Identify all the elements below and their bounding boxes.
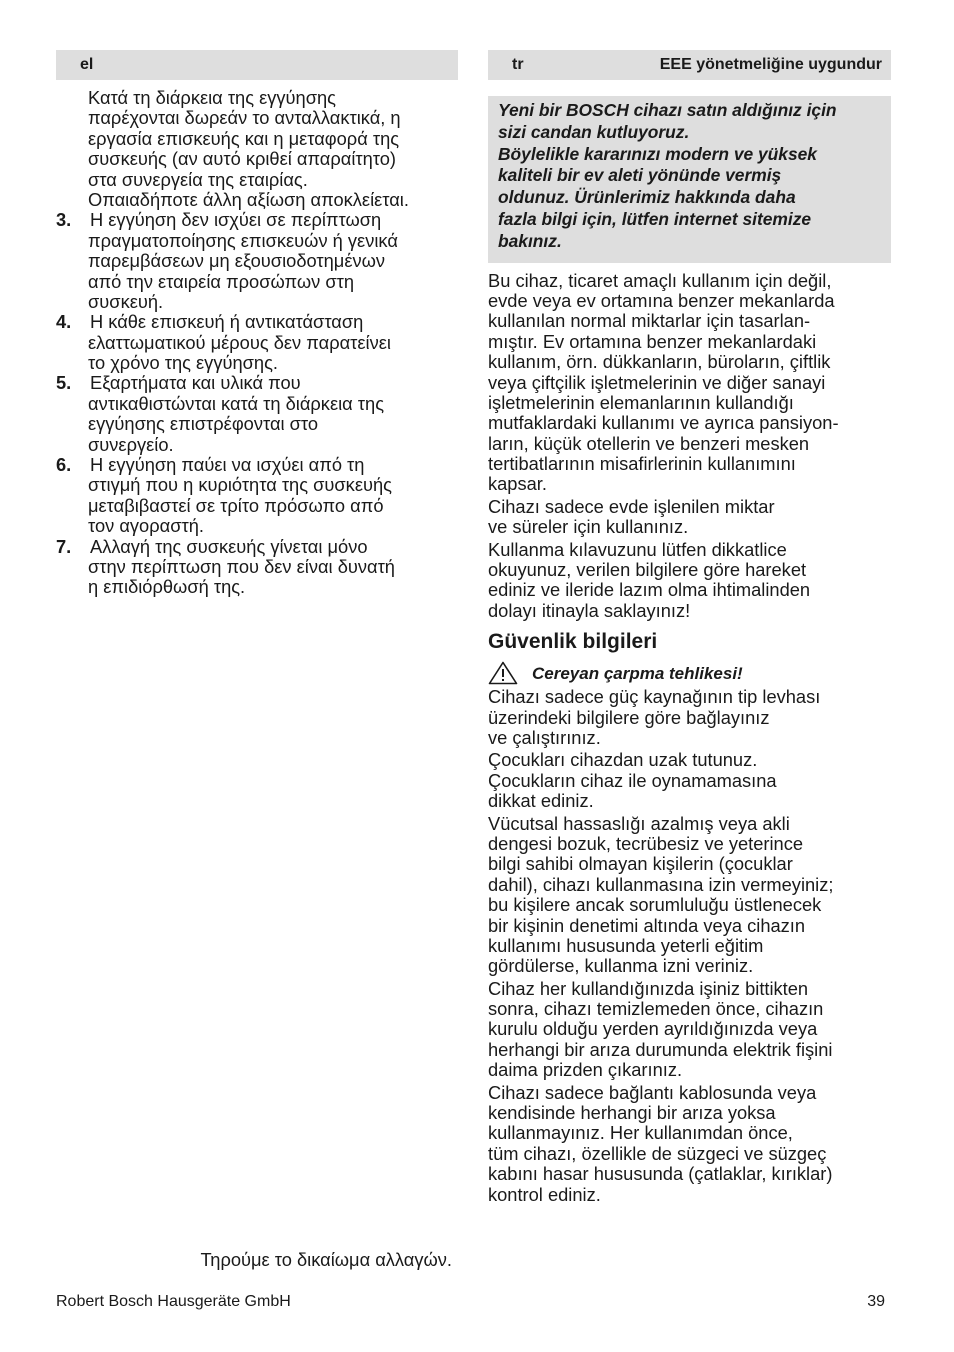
text-line: ların, küçük otellerin ve benzeri mesken	[488, 432, 810, 454]
text-line: το χρόνο της εγγύησης.	[88, 352, 278, 374]
text-line: παρέχονται δωρεάν το ανταλλακτικά, η	[88, 107, 401, 129]
text-line: gördülerse, kullanma izni veriniz.	[488, 955, 754, 977]
text-line: üzerindeki bilgilere göre bağlayınız	[488, 706, 770, 728]
list-item	[56, 537, 458, 598]
paragraph	[488, 497, 891, 538]
warranty-text	[56, 88, 458, 598]
list-item	[56, 312, 458, 373]
text-line: ve süreler için kullanınız.	[488, 516, 689, 538]
text-line: πραγματοποίησης επισκευών ή γενικά	[88, 229, 398, 251]
text-line: kaliteli bir ev aleti yönünde vermiş	[498, 165, 782, 186]
safety-text	[488, 687, 891, 1205]
text-line: herhangi bir arıza durumunda elektrik fişini	[488, 1038, 833, 1060]
item-number: 6.	[56, 454, 72, 476]
section-heading: Güvenlik bilgileri	[488, 630, 658, 654]
text-line: Η κάθε επισκευή ή αντικατάσταση	[90, 311, 364, 333]
text-line: evde veya ev ortamına benzer mekanlarda	[488, 289, 835, 311]
text-line: μεταβιβαστεί σε τρίτο πρόσωπο από	[88, 494, 384, 516]
list-item	[56, 210, 458, 312]
text-line: Bu cihaz, ticaret amaçlı kullanım için değil,	[488, 269, 832, 291]
text-line: kullanım, örn. dükkanların, büroların, çiftlik	[488, 351, 831, 373]
language-code: tr	[512, 56, 524, 73]
text-line: kurulu olduğu yerden ayrıldığınızda veya	[488, 1018, 818, 1040]
text-line: Kullanma kılavuzunu lütfen dikkatlice	[488, 538, 787, 560]
text-line: Cihazı sadece evde işlenilen miktar	[488, 495, 775, 517]
text-line: dahil), cihazı kullanmasına izin vermeyiniz;	[488, 873, 834, 895]
text-line: στα συνεργεία της εταιρίας.	[88, 168, 308, 190]
text-line: kontrol ediniz.	[488, 1183, 601, 1205]
text-line: στιγμή που η κυριότητα της συσκευής	[88, 474, 392, 496]
text-line: dengesi bozuk, tecrübesiz ve yeterince	[488, 832, 804, 854]
text-line: tertibatlarının misafirlerinin kullanımını	[488, 453, 796, 475]
paragraph	[488, 271, 891, 495]
text-line: oldunuz. Ürünlerimiz hakkında daha	[498, 187, 796, 208]
text-line: mutfaklardaki kullanımı ve ayrıca pansiyon-	[488, 412, 839, 434]
text-line: Yeni bir BOSCH cihazı satın aldığınız için	[498, 100, 837, 120]
warning-label: Cereyan çarpma tehlikesi!	[532, 664, 743, 684]
paragraph	[488, 1083, 891, 1205]
text-line: Η εγγύηση παύει να ισχύει από τη	[90, 454, 365, 476]
paragraph	[488, 750, 891, 811]
paragraph	[488, 814, 891, 977]
text-line: η επιδιόρθωσή της.	[88, 576, 246, 598]
text-line: συνεργείο.	[88, 433, 174, 455]
text-line: Εξαρτήματα και υλικά που	[90, 372, 301, 394]
paragraph	[488, 687, 891, 748]
text-line: sonra, cihazı temizlemeden önce, cihazın	[488, 998, 824, 1020]
text-line: ediniz ve ileride lazım olma ihtimalinden	[488, 579, 811, 601]
text-line: Cihazı sadece bağlantı kablosunda veya	[488, 1081, 817, 1103]
text-line: kapsar.	[488, 473, 547, 495]
warranty-list	[56, 210, 458, 597]
text-line: εγγύησης επιστρέφονται στο	[88, 413, 319, 435]
page-number: 39	[867, 1293, 885, 1310]
text-line: fazla bilgi için, lütfen internet sitemize	[498, 208, 812, 229]
text-line: Η εγγύηση δεν ισχύει σε περίπτωση	[90, 209, 382, 231]
text-line: kendisinde herhangi bir arıza yoksa	[488, 1102, 776, 1124]
text-line: συσκευής (αν αυτό κριθεί απαραίτητο)	[88, 148, 397, 170]
text-line: Çocukların cihaz ile oynamamasına	[488, 769, 777, 791]
item-number: 7.	[56, 535, 72, 557]
text-line: okuyunuz, verilen bilgilere göre hareket	[488, 559, 807, 581]
text-line: ελαττωματικού μέρους δεν παρατείνει	[88, 331, 391, 353]
text-line: αντικαθιστώνται κατά τη διάρκεια της	[88, 392, 385, 414]
text-line: bu kişilere ancak sorumluluğu üstlenecek	[488, 894, 822, 916]
warning-triangle-icon	[488, 661, 518, 685]
text-line: bakınız.	[498, 230, 562, 251]
text-line: tüm cihazı, özellikle de süzgeci ve süzgeç	[488, 1142, 827, 1164]
usage-text	[488, 271, 891, 622]
text-line: dikkat ediniz.	[488, 790, 594, 812]
text-line: Οπαιαδήποτε άλλη αξίωση αποκλείεται.	[88, 188, 409, 210]
text-line: bilgi sahibi olmayan kişilerin (çocuklar	[488, 853, 793, 875]
text-line: τον αγοραστή.	[88, 515, 204, 537]
paragraph	[488, 540, 891, 622]
warranty-lead	[56, 88, 458, 210]
text-line: Cihazı sadece güç kaynağının tip levhası	[488, 686, 821, 708]
text-line: Vücutsal hassaslığı azalmış veya akli	[488, 812, 790, 834]
text-line: ve çalıştırınız.	[488, 727, 601, 748]
item-number: 3.	[56, 209, 72, 231]
header-title: EEE yönetmeliğine uygundur	[659, 56, 882, 73]
text-line: işletmelerinin elemanlarının kullandığı	[488, 391, 794, 413]
text-line: Αλλαγή της συσκευής γίνεται μόνο	[90, 535, 368, 557]
text-line: kullanımı hususunda yeterli eğitim	[488, 934, 764, 956]
text-line: kullanmayınız. Her kullanımdan önce,	[488, 1122, 793, 1144]
text-line: Böylelikle kararınızı modern ve yüksek	[498, 143, 817, 164]
text-line: sizi candan kutluyoruz.	[498, 121, 690, 142]
text-line: veya çiftçilik işletmelerinin ve diğer sanayi	[488, 371, 826, 393]
text-line: συσκευή.	[88, 290, 164, 312]
list-item	[56, 373, 458, 455]
text-line: Κατά τη διάρκεια της εγγύησης	[88, 87, 336, 108]
warning-line	[488, 661, 891, 687]
text-line: από την εταιρεία προσώπων στη	[88, 270, 355, 292]
footer-company: Robert Bosch Hausgeräte GmbH	[56, 1293, 291, 1310]
reserved-changes-note: Τηρούμε το δικαίωμα αλλαγών.	[200, 1249, 452, 1270]
list-item	[56, 455, 458, 537]
text-line: Çocukları cihazdan uzak tutunuz.	[488, 749, 758, 771]
paragraph	[488, 979, 891, 1081]
greek-column	[56, 50, 458, 598]
intro-box	[488, 96, 891, 263]
text-line: kullanılan normal miktarlar için tasarlan-	[488, 310, 811, 332]
text-line: εργασία επισκευής και η μεταφορά της	[88, 127, 400, 149]
language-bar-tr	[488, 50, 891, 80]
item-number: 5.	[56, 372, 72, 394]
text-line: Cihaz her kullandığınızda işiniz bittikten	[488, 977, 809, 999]
item-number: 4.	[56, 311, 72, 333]
language-code: el	[80, 56, 94, 73]
text-line: dolayı itinayla saklayınız!	[488, 599, 691, 621]
turkish-column	[488, 50, 891, 1205]
text-line: daima prizden çıkarınız.	[488, 1059, 683, 1081]
text-line: στην περίπτωση που δεν είναι δυνατή	[88, 555, 395, 577]
text-line: kabını hasar hususunda (çatlaklar, kırıklar)	[488, 1163, 833, 1185]
text-line: mıştır. Ev ortamına benzer mekanlardaki	[488, 330, 817, 352]
text-line: bir kişinin denetimi altında veya cihazın	[488, 914, 806, 936]
language-bar-el	[56, 50, 458, 80]
text-line: παρεμβάσεων μη εξουσιοδοτημένων	[88, 250, 386, 272]
